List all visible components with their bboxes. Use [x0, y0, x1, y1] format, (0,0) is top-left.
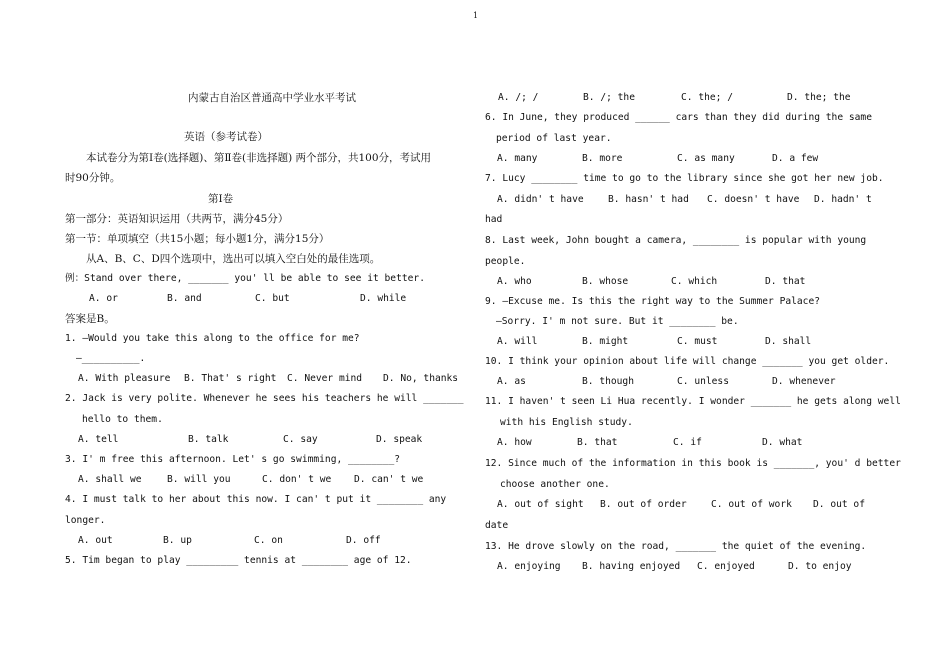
q11-option-a: A. how — [497, 437, 532, 448]
q7-line2: had — [485, 214, 503, 225]
q5-option-b: B. /; the — [583, 92, 635, 103]
q12-line3: date — [485, 520, 509, 531]
q7-stem: 7. Lucy ________ time to go to the library since she got her new job. — [485, 173, 884, 184]
q4-option-c: C. on — [254, 535, 283, 546]
q12-option-b: B. out of order — [600, 499, 687, 510]
q7-option-d: D. hadn' t — [814, 194, 872, 205]
q10-option-d: D. whenever — [772, 376, 836, 387]
q11-option-b: B. that — [577, 437, 618, 448]
q9-option-a: A. will — [497, 336, 538, 347]
q2-line2: hello to them. — [82, 414, 163, 425]
q3-stem: 3. I' m free this afternoon. Let' s go swimming, ________? — [65, 454, 401, 465]
q3-option-d: D. can' t we — [354, 474, 424, 485]
q11-option-d: D. what — [762, 437, 803, 448]
q2-option-c: C. say — [283, 434, 318, 445]
q7-option-c: C. doesn' t have — [707, 194, 800, 205]
q5-option-a: A. /; / — [498, 92, 539, 103]
q8-option-b: B. whose — [582, 276, 629, 287]
q13-option-b: B. having enjoyed — [582, 561, 681, 572]
example-option-d: D. while — [360, 293, 407, 304]
q1-line2: —__________. — [76, 353, 146, 364]
q10-option-a: A. as — [497, 376, 526, 387]
q3-option-c: C. don' t we — [262, 474, 332, 485]
q9-option-c: C. must — [677, 336, 718, 347]
q8-option-d: D. that — [765, 276, 806, 287]
example-option-c: C. but — [255, 293, 290, 304]
q10-option-c: C. unless — [677, 376, 729, 387]
q5-option-d: D. the; the — [787, 92, 851, 103]
intro-line-2: 时90分钟。 — [65, 172, 121, 184]
q8-option-a: A. who — [497, 276, 532, 287]
q2-option-b: B. talk — [188, 434, 229, 445]
q6-line2: period of last year. — [496, 133, 612, 144]
instruction-text: 从A、B、C、D四个选项中，选出可以填入空白处的最佳选项。 — [86, 253, 381, 265]
part-heading: 第一部分：英语知识运用（共两节，满分45分） — [65, 213, 289, 225]
q8-option-c: C. which — [671, 276, 718, 287]
page-number: 1 — [473, 11, 479, 20]
q7-option-b: B. hasn' t had — [608, 194, 689, 205]
q6-stem: 6. In June, they produced ______ cars than they did during the same — [485, 112, 872, 123]
q2-option-a: A. tell — [78, 434, 119, 445]
q4-option-a: A. out — [78, 535, 113, 546]
q11-line2: with his English study. — [500, 417, 633, 428]
q7-option-a: A. didn' t have — [497, 194, 584, 205]
q9-stem: 9. —Excuse me. Is this the right way to the Summer Palace? — [485, 296, 821, 307]
q13-option-c: C. enjoyed — [697, 561, 755, 572]
q8-line2: people. — [485, 256, 526, 267]
q13-option-d: D. to enjoy — [788, 561, 852, 572]
section-heading: 第一节：单项填空（共15小题；每小题1分，满分15分） — [65, 233, 330, 245]
q4-option-d: D. off — [346, 535, 381, 546]
q11-option-c: C. if — [673, 437, 702, 448]
exam-subtitle: 英语（参考试卷） — [184, 131, 268, 143]
q12-option-a: A. out of sight — [497, 499, 584, 510]
q12-line2: choose another one. — [500, 479, 610, 490]
example-option-b: B. and — [167, 293, 202, 304]
q5-stem: 5. Tim began to play _________ tennis at ________ age of 12. — [65, 555, 412, 566]
example-answer: 答案是B。 — [65, 313, 115, 325]
volume-heading: 第Ⅰ卷 — [208, 193, 234, 205]
q1-option-c: C. Never mind — [287, 373, 363, 384]
q6-option-a: A. many — [497, 153, 538, 164]
q3-option-a: A. shall we — [78, 474, 142, 485]
q2-stem: 2. Jack is very polite. Whenever he sees his teachers he will _______ — [65, 393, 464, 404]
q1-option-a: A. With pleasure — [78, 373, 171, 384]
q6-option-b: B. more — [582, 153, 623, 164]
q6-option-d: D. a few — [772, 153, 819, 164]
q4-line2: longer. — [65, 515, 106, 526]
q11-stem: 11. I haven' t seen Li Hua recently. I wonder _______ he gets along well — [485, 396, 901, 407]
q13-option-a: A. enjoying — [497, 561, 561, 572]
q9-option-b: B. might — [582, 336, 629, 347]
example-option-a: A. or — [89, 293, 118, 304]
q10-stem: 10. I think your opinion about life will change _______ you get older. — [485, 356, 890, 367]
q12-stem: 12. Since much of the information in this book is _______, you' d better — [485, 458, 901, 469]
example-stem: 例：Stand over there, _______ you' ll be able to see it better. — [65, 273, 425, 284]
q1-option-d: D. No, thanks — [383, 373, 459, 384]
intro-line-1: 本试卷分为第Ⅰ卷(选择题)、第Ⅱ卷(非选择题) 两个部分，共100分，考试用 — [86, 152, 432, 164]
q4-stem: 4. I must talk to her about this now. I can' t put it ________ any — [65, 494, 447, 505]
q2-option-d: D. speak — [376, 434, 423, 445]
q13-stem: 13. He drove slowly on the road, _______ the quiet of the evening. — [485, 541, 867, 552]
q6-option-c: C. as many — [677, 153, 735, 164]
q9-line2: —Sorry. I' m not sure. But it ________ be. — [496, 316, 739, 327]
q10-option-b: B. though — [582, 376, 634, 387]
q5-option-c: C. the; / — [681, 92, 733, 103]
q12-option-c: C. out of work — [711, 499, 792, 510]
q1-option-b: B. That' s right — [184, 373, 277, 384]
q9-option-d: D. shall — [765, 336, 812, 347]
q3-option-b: B. will you — [167, 474, 231, 485]
q4-option-b: B. up — [163, 535, 192, 546]
q1-stem: 1. —Would you take this along to the office for me? — [65, 333, 360, 344]
q12-option-d: D. out of — [813, 499, 865, 510]
exam-title: 内蒙古自治区普通高中学业水平考试 — [188, 92, 356, 104]
q8-stem: 8. Last week, John bought a camera, ________ is popular with young — [485, 235, 867, 246]
